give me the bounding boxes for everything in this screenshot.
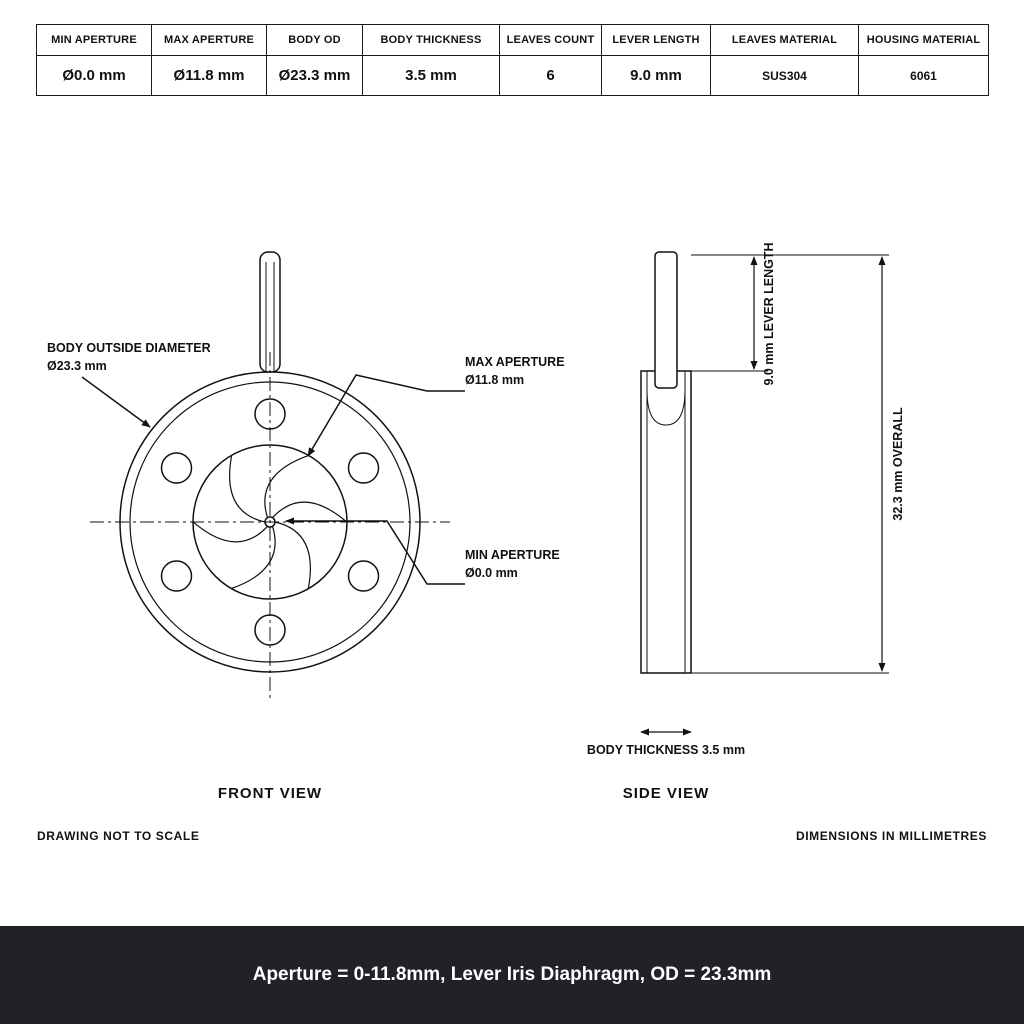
value-body-od: Ø23.3 mm xyxy=(267,56,363,96)
front-view-title: FRONT VIEW xyxy=(217,785,323,802)
side-body xyxy=(641,371,691,673)
value-leaves-material: SUS304 xyxy=(711,56,859,96)
caption-bar xyxy=(0,926,1024,1024)
lever-length-label: 9.0 mm LEVER LENGTH xyxy=(762,242,776,386)
callout-body-od-title: BODY OUTSIDE DIAMETER xyxy=(47,341,211,355)
callout-min-aperture-value: Ø0.0 mm xyxy=(465,566,518,580)
header-min-aperture: MIN APERTURE xyxy=(37,25,152,56)
note-not-to-scale: DRAWING NOT TO SCALE xyxy=(37,829,200,843)
side-lever-pin xyxy=(655,252,677,388)
caption-text: Aperture = 0-11.8mm, Lever Iris Diaphragm, OD = 23.3mm xyxy=(252,964,772,985)
leader-body-od xyxy=(82,377,150,427)
value-housing-material: 6061 xyxy=(859,56,989,96)
header-leaves-material: LEAVES MATERIAL xyxy=(711,25,859,56)
value-body-thickness: 3.5 mm xyxy=(363,56,500,96)
thickness-label: BODY THICKNESS 3.5 mm xyxy=(586,743,746,757)
header-max-aperture: MAX APERTURE xyxy=(152,25,267,56)
header-lever-length: LEVER LENGTH xyxy=(602,25,711,56)
callout-max-aperture-title: MAX APERTURE xyxy=(465,355,565,369)
header-leaves-count: LEAVES COUNT xyxy=(500,25,602,56)
side-view-title: SIDE VIEW xyxy=(622,785,710,802)
callout-min-aperture-title: MIN APERTURE xyxy=(465,548,560,562)
overall-label: 32.3 mm OVERALL xyxy=(891,407,905,521)
callout-max-aperture-value: Ø11.8 mm xyxy=(465,373,525,387)
header-body-od: BODY OD xyxy=(267,25,363,56)
header-body-thickness: BODY THICKNESS xyxy=(363,25,500,56)
value-lever-length: 9.0 mm xyxy=(602,56,711,96)
note-dimension-units: DIMENSIONS IN MILLIMETRES xyxy=(795,829,987,843)
header-housing-material: HOUSING MATERIAL xyxy=(859,25,989,56)
callout-body-od-value: Ø23.3 mm xyxy=(47,359,107,373)
value-min-aperture: Ø0.0 mm xyxy=(37,56,152,96)
value-max-aperture: Ø11.8 mm xyxy=(152,56,267,96)
front-view xyxy=(82,252,465,700)
value-leaves-count: 6 xyxy=(500,56,602,96)
